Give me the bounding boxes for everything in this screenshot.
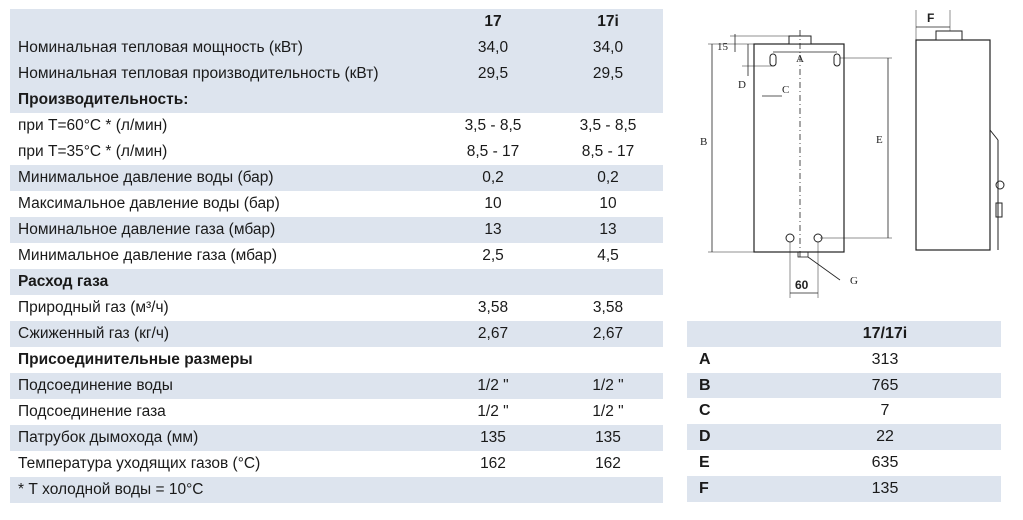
label-15: 15 — [717, 41, 728, 53]
table-row: Подсоединение воды 1/2 " 1/2 " — [10, 373, 663, 399]
dims-header-row — [687, 321, 1001, 347]
table-row: D 22 — [687, 424, 1001, 450]
table-row: A 313 — [699, 350, 899, 368]
table-row: Минимальное давление газа (мбар) 2,5 4,5 — [18, 247, 619, 264]
section-row-connection-sizes: Присоединительные размеры — [18, 351, 253, 368]
spec-header-row — [10, 9, 663, 35]
specifications-table — [10, 9, 663, 503]
column-17i-header: 17i — [553, 9, 663, 35]
table-row: Минимальное давление воды (бар) 0,2 0,2 — [10, 165, 663, 191]
label-d: D — [738, 79, 746, 91]
table-row: Сжиженный газ (кг/ч) 2,67 2,67 — [10, 321, 663, 347]
front-view-body — [754, 44, 844, 252]
table-row: C 7 — [699, 402, 890, 420]
label-b: B — [700, 136, 708, 148]
section-row-productivity: Производительность: — [10, 87, 663, 113]
table-row: B 765 — [687, 373, 1001, 399]
label-c: C — [782, 84, 790, 96]
label-60: 60 — [795, 278, 809, 292]
table-row: E 635 — [699, 453, 899, 471]
table-row: F 135 — [687, 476, 1001, 502]
spec-header-blank — [10, 9, 433, 35]
column-17-header: 17 — [433, 9, 553, 35]
table-row: Температура уходящих газов (°С) 162 162 — [18, 455, 621, 472]
side-view-flue-outlet — [936, 31, 962, 40]
table-row: при Т=60°С * (л/мин) 3,5 - 8,5 3,5 - 8,5 — [18, 117, 637, 134]
heater-dimension-drawing — [690, 0, 1010, 310]
dims-header-label: 17/17i — [809, 321, 1001, 347]
table-row: Природный газ (м³/ч) 3,58 3,58 — [18, 299, 624, 316]
label-e: E — [876, 134, 883, 146]
table-row: Подсоединение газа 1/2 " 1/2 " — [18, 403, 624, 420]
table-row: Максимальное давление воды (бар) 10 10 — [18, 195, 617, 212]
side-view-knob — [996, 181, 1004, 189]
section-row-gas-consumption: Расход газа — [10, 269, 663, 295]
table-row: Номинальная тепловая производительность (кВт) 29,5 29,5 — [10, 61, 663, 87]
label-a: A — [796, 53, 804, 65]
table-row: при Т=35°С * (л/мин) 8,5 - 17 8,5 - 17 — [18, 143, 635, 160]
side-view-body — [916, 40, 990, 250]
table-row: Номинальная тепловая мощность (кВт) 34,0 34,0 — [10, 35, 663, 61]
label-g: G — [850, 275, 858, 287]
label-f: F — [927, 11, 935, 25]
footnote-row: * Т холодной воды = 10°С — [10, 477, 663, 503]
table-row: Номинальное давление газа (мбар) 13 13 — [10, 217, 663, 243]
table-row: Патрубок дымохода (мм) 135 135 — [10, 425, 663, 451]
dimensions-table — [687, 321, 1001, 502]
